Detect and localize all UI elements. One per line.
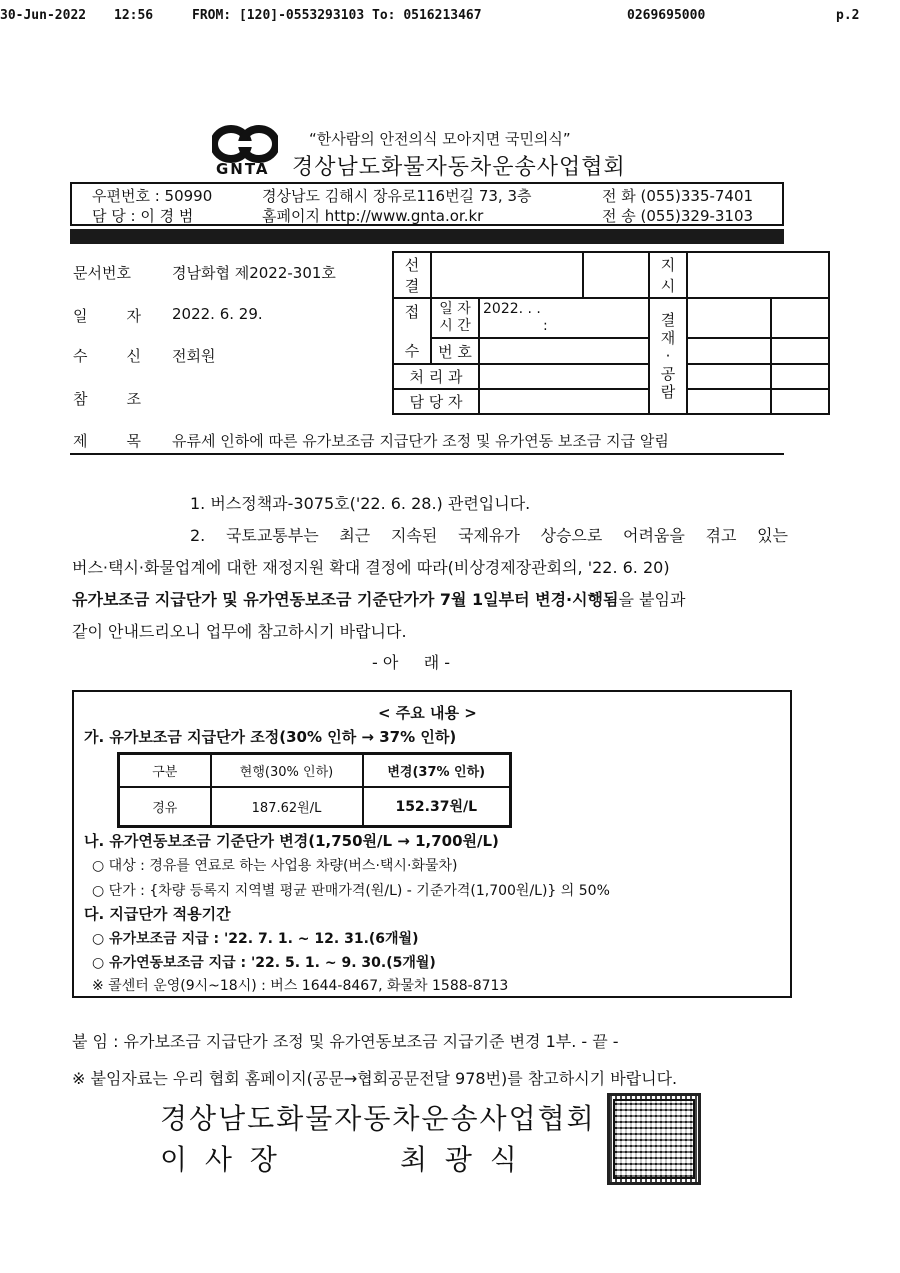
doc-number: 경남화협 제2022-301호 <box>172 264 336 282</box>
fax-number-contact: 전 송 (055)329-3103 <box>602 207 754 225</box>
homepage: 홈페이지 http://www.gnta.or.kr <box>262 207 484 225</box>
section-da-heading: 다. 지급단가 적용기간 <box>84 905 231 923</box>
jisi-cell <box>687 252 829 298</box>
rate-cell-current: 187.62원/L <box>211 787 363 827</box>
jeopsu-label: 접 수 <box>393 298 431 364</box>
approval-cell <box>771 298 829 338</box>
recipient: 전회원 <box>172 347 216 365</box>
section-ga-heading: 가. 유가보조금 지급단가 조정(30% 인하 → 37% 인하) <box>84 728 457 746</box>
signature-org: 경상남도화물자동차운송사업협회 <box>160 1102 596 1135</box>
signature-title: 이 사 장 <box>160 1143 277 1176</box>
rate-cell-diesel: 경유 <box>119 787 211 827</box>
approval-cell <box>687 389 771 414</box>
summary-title: < 주요 내용 > <box>378 704 477 722</box>
doc-number-label: 문서번호 <box>73 264 131 282</box>
approval-cell <box>771 364 829 389</box>
paragraph-2-line-1: 2. 국토교통부는 최근 지속된 국제유가 상승으로 어려움을 겪고 있는 <box>190 526 788 545</box>
fax-from-to: FROM: [120]-0553293103 To: 0516213467 <box>192 8 482 23</box>
fax-time: 12:56 <box>114 8 154 23</box>
subject-label: 제 목 <box>73 432 141 450</box>
fax-date: 30-Jun-2022 <box>0 8 87 23</box>
approval-cell <box>771 338 829 364</box>
paragraph-2-line-4: 같이 안내드리오니 업무에 참고하시기 바랍니다. <box>72 622 407 641</box>
rate-table <box>117 752 512 828</box>
header-divider <box>70 229 784 244</box>
beonho-cell <box>479 338 649 364</box>
fax-number: 0269695000 <box>627 8 706 23</box>
approval-table <box>392 251 830 415</box>
cheorigwa-cell <box>479 364 649 389</box>
na-item-target: ○ 대상 : 경유를 연료로 하는 사업용 차량(버스·택시·화물차) <box>92 858 458 874</box>
approval-cell <box>431 252 583 298</box>
contact-box <box>70 182 784 226</box>
doc-date-label: 일 자 <box>73 307 141 325</box>
ilja-value: 2022. . . : <box>479 298 649 338</box>
paragraph-2-line-3: 유가보조금 지급단가 및 유가연동보조금 기준단가가 7월 1일부터 변경·시행됨을 붙임과 <box>72 590 686 609</box>
below-heading: - 아 래 - <box>372 653 451 672</box>
logo-text: GNTA <box>216 160 270 178</box>
reference-label: 참 조 <box>73 390 141 408</box>
da-item-linked-subsidy: ○ 유가연동보조금 지급 : '22. 5. 1. ~ 9. 30.(5개월) <box>92 955 436 971</box>
recipient-label: 수 신 <box>73 347 141 365</box>
doc-date: 2022. 6. 29. <box>172 305 263 323</box>
org-name: 경상남도화물자동차운송사업협회 <box>292 155 626 180</box>
beonho-label: 번 호 <box>431 338 479 364</box>
subject: 유류세 인하에 따른 유가보조금 지급단가 조정 및 유가연동 보조금 지급 알림 <box>172 432 669 450</box>
attachment-note: ※ 붙임자료는 우리 협회 홈페이지(공문→협회공문전달 978번)를 참고하시기 바랍니다. <box>72 1069 678 1088</box>
signature-name: 최 광 식 <box>400 1143 517 1176</box>
na-item-price: ○ 단가 : {차량 등록지 지역별 평균 판매가격(원/L) - 기준가격(1,700원/L)} 의 50% <box>92 883 610 899</box>
callcenter-note: ※ 콜센터 운영(9시~18시) : 버스 1644-8467, 화물차 1588-8713 <box>92 978 509 994</box>
seal-stamp-icon <box>613 1099 695 1179</box>
rate-cell-changed: 152.37원/L <box>363 787 511 827</box>
subject-underline <box>70 453 784 455</box>
approval-cell <box>687 338 771 364</box>
da-item-fuel-subsidy: ○ 유가보조금 지급 : '22. 7. 1. ~ 12. 31.(6개월) <box>92 931 419 947</box>
rate-header-category: 구분 <box>119 754 211 787</box>
gnta-logo <box>212 124 278 180</box>
damdangja-label: 담 당 자 <box>393 389 479 414</box>
jisi-label: 지 시 <box>649 252 687 298</box>
rate-header-changed: 변경(37% 인하) <box>363 754 511 787</box>
gyeoljae-label: 결 재 · 공 람 <box>649 298 687 414</box>
seon-gyeol-label: 선 결 <box>393 252 431 298</box>
approval-cell <box>771 389 829 414</box>
cheorigwa-label: 처 리 과 <box>393 364 479 389</box>
slogan: “한사람의 안전의식 모아지면 국민의식” <box>309 130 571 148</box>
paragraph-2-line-2: 버스·택시·화물업계에 대한 재정지원 확대 결정에 따라(비상경제장관회의, '22. 6. 20) <box>72 558 670 577</box>
address: 경상남도 김해시 장유로116번길 73, 3층 <box>262 187 532 205</box>
approval-cell <box>687 298 771 338</box>
fax-page: p.2 <box>836 8 860 23</box>
contact-person: 담 당 : 이 경 범 <box>92 207 194 225</box>
damdangja-cell <box>479 389 649 414</box>
zip-code: 우편번호 : 50990 <box>92 187 213 205</box>
phone: 전 화 (055)335-7401 <box>602 187 754 205</box>
paragraph-1: 1. 버스정책과-3075호('22. 6. 28.) 관련입니다. <box>190 494 531 513</box>
approval-cell <box>687 364 771 389</box>
official-seal <box>607 1093 701 1185</box>
ilja-label: 일 자 시 간 <box>431 298 479 338</box>
approval-cell <box>583 252 649 298</box>
rate-header-current: 현행(30% 인하) <box>211 754 363 787</box>
section-na-heading: 나. 유가연동보조금 기준단가 변경(1,750원/L → 1,700원/L) <box>84 832 499 850</box>
attachment-line: 붙 임 : 유가보조금 지급단가 조정 및 유가연동보조금 지급기준 변경 1부. - 끝 - <box>72 1032 619 1051</box>
